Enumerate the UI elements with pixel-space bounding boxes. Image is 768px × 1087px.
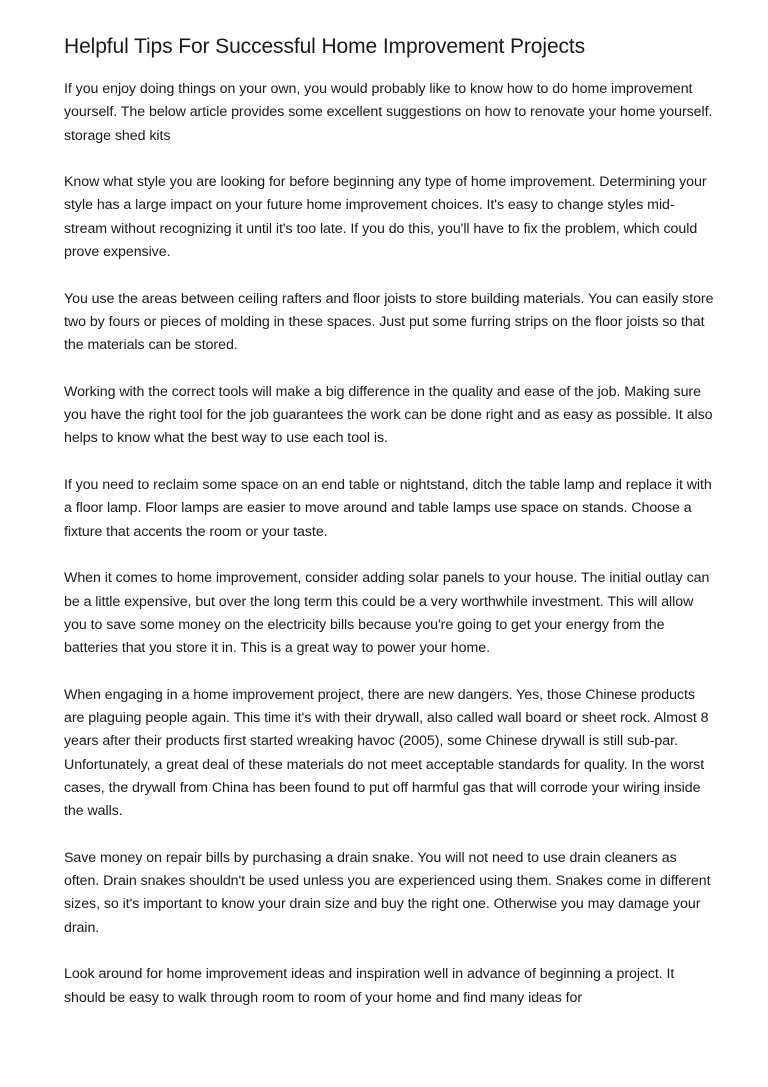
paragraph-2: Know what style you are looking for before beginning any type of home improvement. Determining your style has a large impact on your future home improvement choices. It's easy to change styles mid-stream without recognizing it until it's too late. If you do this, you'll have to fix the problem, which could prove expensive. xyxy=(64,174,707,261)
paragraph-7: When engaging in a home improvement project, there are new dangers. Yes, those Chinese products are plaguing people again. This time it's with their drywall, also called wall board or sheet rock. Almost 8 years after their products first started wreaking havoc (2005), some Chinese drywall is still sub-par. Unfortunately, a great deal of these materials do not meet acceptable standards for quality. In the worst cases, the drywall from China has been found to put off harmful gas that will corrode your wiring inside the walls. xyxy=(64,686,709,820)
paragraph-1: If you enjoy doing things on your own, you would probably like to know how to do home improvement yourself. The below article provides some excellent suggestions on how to renovate your home yourself. storage shed kits xyxy=(64,81,713,144)
paragraph-4: Working with the correct tools will make a big difference in the quality and ease of the job. Making sure you have the right tool for the job guarantees the work can be done right and as easy as possible. It also helps to know what the best way to use each tool is. xyxy=(64,383,713,447)
paragraph-5: If you need to reclaim some space on an end table or nightstand, ditch the table lamp and replace it with a floor lamp. Floor lamps are easier to move around and table lamps use space on stands. Choose a fixture that accents the room or your taste. xyxy=(64,477,712,540)
paragraph-3: You use the areas between ceiling rafters and floor joists to store building materials. You can easily store two by fours or pieces of molding in these spaces. Just put some furring strips on the floor joists so that the materials can be stored. xyxy=(64,290,714,354)
document-page xyxy=(64,32,714,1033)
paragraph-8: Save money on repair bills by purchasing a drain snake. You will not need to use drain cleaners as often. Drain snakes shouldn't be used unless you are experienced using them. Snakes come in different sizes, so it's important to know your drain size and buy the right one. Otherwise you may damage your drain. xyxy=(64,849,711,936)
paragraph-6: When it comes to home improvement, consider adding solar panels to your house. The initial outlay can be a little expensive, but over the long term this could be a very worthwhile investment. This will allow you to save some money on the electricity bills because you're going to get your energy from the batteries that you store it in. This is a great way to power your home. xyxy=(64,570,710,657)
document-title: Helpful Tips For Successful Home Improvement Projects xyxy=(64,35,586,58)
paragraph-9: Look around for home improvement ideas and inspiration well in advance of beginning a project. It should be easy to walk through room to room of your home and find many ideas for xyxy=(64,966,675,1006)
